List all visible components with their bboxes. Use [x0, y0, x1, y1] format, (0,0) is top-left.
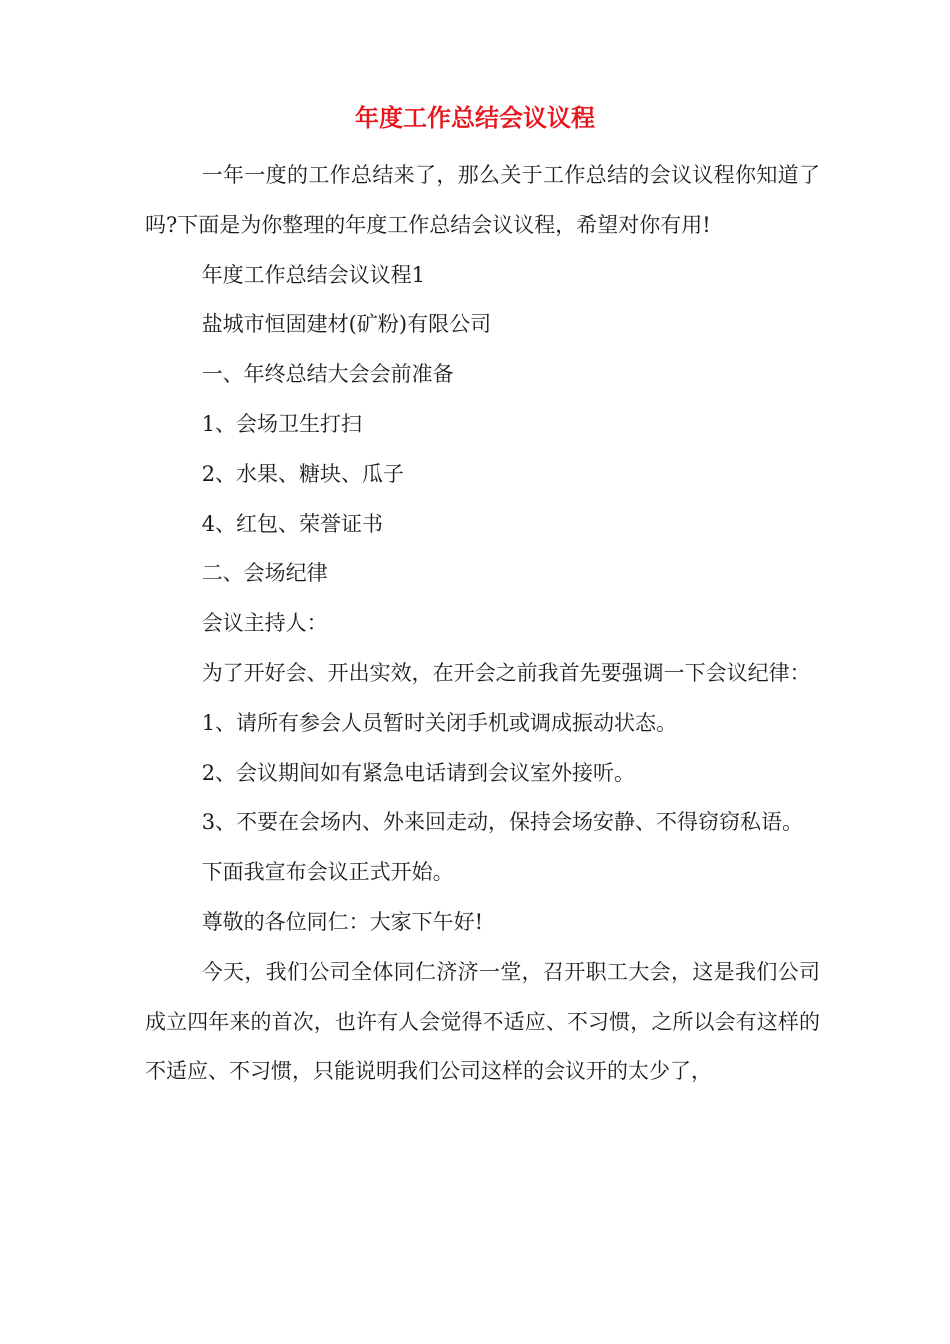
paragraph-rule-2: 2、会议期间如有紧急电话请到会议室外接听。	[201, 760, 636, 785]
paragraph-prep-item-2: 2、水果、糖块、瓜子	[201, 461, 405, 486]
paragraph-rule-1: 1、请所有参会人员暂时关闭手机或调成振动状态。	[201, 710, 678, 735]
paragraph-rule-3: 3、不要在会场内、外来回走动，保持会场安静、不得窃窃私语。	[201, 810, 804, 835]
document-body	[145, 151, 820, 1097]
paragraph-greeting: 尊敬的各位同仁：大家下午好!	[201, 909, 484, 934]
paragraph-meeting-start: 下面我宣布会议正式开始。	[201, 860, 454, 885]
paragraph-prep-item-4: 4、红包、荣誉证书	[201, 511, 384, 536]
document-title: 年度工作总结会议议程	[355, 103, 595, 132]
paragraph-host-label: 会议主持人：	[201, 611, 328, 636]
paragraph-section-preparation: 一、年终总结大会会前准备	[201, 362, 454, 387]
paragraph-company-name: 盐城市恒固建材(矿粉)有限公司	[201, 312, 492, 337]
paragraph-speech: 今天，我们公司全体同仁济济一堂，召开职工大会，这是我们公司成立四年来的首次，也许有人会觉得不适应、不习惯，之所以会有这样的不适应、不习惯，只能说明我们公司这样的会议开的太少了，	[145, 959, 820, 1084]
paragraph-intro: 一年一度的工作总结来了，那么关于工作总结的会议议程你知道了吗?下面是为你整理的年度工作总结会议议程，希望对你有用!	[145, 163, 820, 237]
paragraph-discipline-intro: 为了开好会、开出实效，在开会之前我首先要强调一下会议纪律：	[201, 660, 811, 685]
paragraph-agenda-heading: 年度工作总结会议议程1	[201, 262, 426, 287]
paragraph-prep-item-1: 1、会场卫生打扫	[201, 411, 363, 436]
paragraph-section-discipline: 二、会场纪律	[201, 561, 328, 586]
